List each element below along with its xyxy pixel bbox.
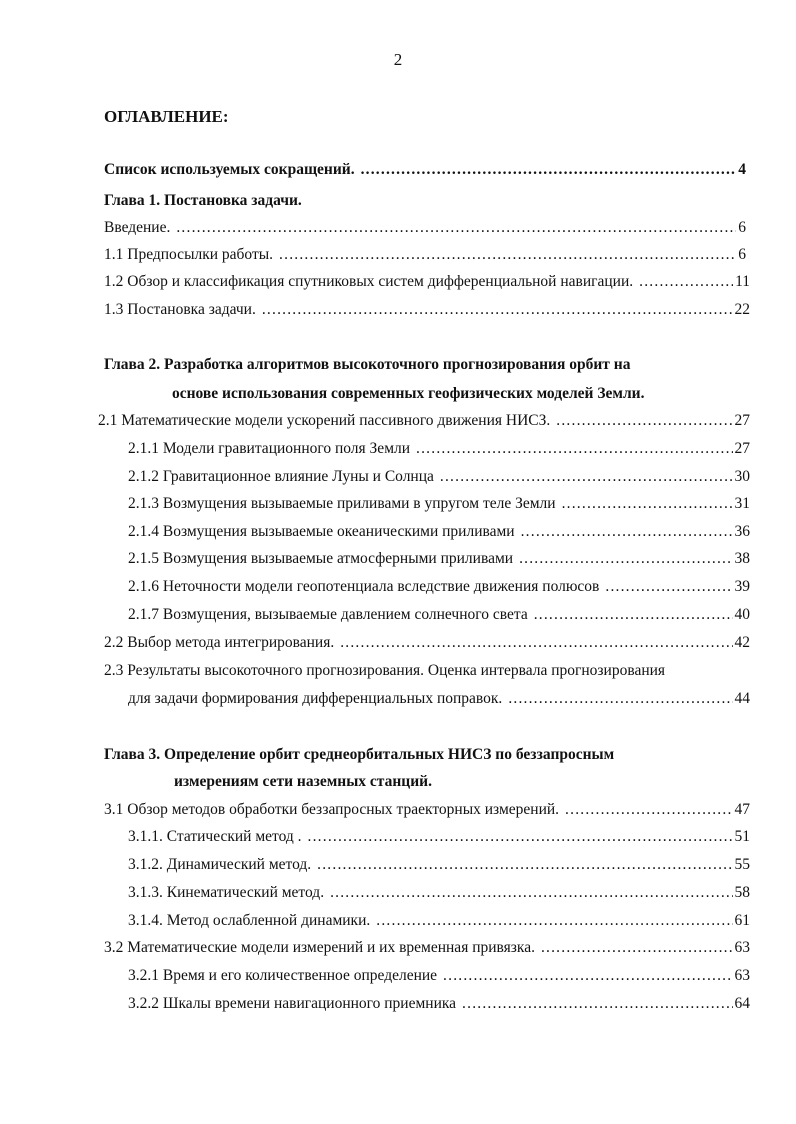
toc-entry-page: 40 bbox=[734, 606, 750, 623]
toc-entry[interactable] bbox=[104, 273, 750, 295]
toc-entry-label: 2.1.6 Неточности модели геопотенциала вследствие движения полюсов bbox=[128, 578, 600, 595]
toc-entry-label: Список используемых сокращений. bbox=[104, 161, 355, 178]
toc-entry[interactable] bbox=[104, 939, 750, 961]
toc-entry-label: 2.1.7 Возмущения, вызываемые давлением солнечного света bbox=[128, 606, 528, 623]
toc-entry-page: 36 bbox=[734, 523, 750, 540]
toc-entry-label: 2.1 Математические модели ускорений пассивного движения НИСЗ. bbox=[98, 412, 551, 429]
page-number: 2 bbox=[393, 50, 403, 69]
leader-dots bbox=[565, 801, 732, 819]
toc-entry-label: 3.2.1 Время и его количественное определение bbox=[128, 967, 438, 984]
toc-entry[interactable] bbox=[104, 219, 746, 241]
toc-entry[interactable] bbox=[104, 301, 750, 323]
toc-entry[interactable] bbox=[104, 634, 750, 656]
leader-dots bbox=[376, 912, 732, 930]
leader-dots bbox=[340, 634, 732, 652]
toc-entry[interactable] bbox=[128, 690, 750, 712]
toc-entry-page: 42 bbox=[734, 634, 750, 651]
toc-entry-label: 2.1.2 Гравитационное влияние Луны и Солнца bbox=[128, 468, 434, 485]
leader-dots bbox=[440, 468, 733, 486]
toc-entry-page: 44 bbox=[734, 690, 750, 707]
leader-dots bbox=[508, 690, 732, 708]
toc-entry-abbreviations[interactable] bbox=[104, 161, 746, 183]
toc-entry-page: 27 bbox=[734, 412, 750, 429]
toc-entry-page: 58 bbox=[734, 884, 750, 901]
chapter-1-title: Глава 1. Постановка задачи. bbox=[104, 192, 302, 209]
toc-entry-label: 3.1.3. Кинематический метод. bbox=[128, 884, 325, 901]
toc-entry[interactable] bbox=[128, 606, 750, 628]
toc-entry-page: 63 bbox=[734, 967, 750, 984]
leader-dots bbox=[521, 523, 733, 541]
toc-entry-page: 61 bbox=[734, 912, 750, 929]
leader-dots bbox=[262, 301, 733, 319]
toc-entry[interactable] bbox=[128, 828, 750, 850]
leader-dots bbox=[176, 219, 736, 237]
toc-entry[interactable] bbox=[128, 884, 750, 906]
toc-entry[interactable] bbox=[128, 550, 750, 572]
leader-dots bbox=[541, 939, 733, 957]
toc-entry[interactable] bbox=[128, 523, 750, 545]
toc-entry-label: 1.1 Предпосылки работы. bbox=[104, 246, 274, 263]
leader-dots bbox=[462, 995, 732, 1013]
toc-entry-label: 3.2 Математические модели измерений и их временная привязка. bbox=[104, 939, 535, 956]
toc-entry[interactable] bbox=[128, 578, 750, 600]
leader-dots bbox=[605, 578, 732, 596]
toc-entry[interactable] bbox=[128, 468, 750, 490]
toc-entry-page: 55 bbox=[734, 856, 750, 873]
toc-entry-page: 6 bbox=[738, 219, 746, 236]
chapter-3-title-line2: измерениям сети наземных станций. bbox=[174, 773, 432, 790]
toc-entry-page: 64 bbox=[734, 995, 750, 1012]
toc-entry-label: 3.2.2 Шкалы времени навигационного приемника bbox=[128, 995, 457, 1012]
toc-entry-page: 31 bbox=[734, 495, 750, 512]
leader-dots bbox=[443, 967, 732, 985]
toc-entry-label: Введение. bbox=[104, 219, 171, 236]
toc-entry[interactable] bbox=[104, 801, 750, 823]
leader-dots bbox=[317, 856, 732, 874]
toc-entry-label: 2.1.5 Возмущения вызываемые атмосферными приливами bbox=[128, 550, 514, 567]
leader-dots bbox=[519, 550, 732, 568]
toc-entry-page: 27 bbox=[734, 440, 750, 457]
leader-dots bbox=[534, 606, 733, 624]
leader-dots bbox=[308, 828, 733, 846]
toc-entry[interactable] bbox=[128, 967, 750, 989]
toc-entry-label: 1.3 Постановка задачи. bbox=[104, 301, 256, 318]
toc-entry-page: 22 bbox=[734, 301, 750, 318]
toc-entry-page: 30 bbox=[734, 468, 750, 485]
toc-entry-page: 47 bbox=[734, 801, 750, 818]
toc-entry-page: 4 bbox=[738, 161, 746, 178]
toc-entry-label: 2.2 Выбор метода интегрирования. bbox=[104, 634, 335, 651]
leader-dots bbox=[639, 273, 733, 291]
toc-entry-2-3-line1[interactable]: 2.3 Результаты высокоточного прогнозирования. Оценка интервала прогнозирования bbox=[104, 662, 666, 679]
toc-entry-label: для задачи формирования дифференциальных поправок. bbox=[128, 690, 503, 707]
toc-entry-page: 38 bbox=[734, 550, 750, 567]
leader-dots bbox=[556, 412, 732, 430]
leader-dots bbox=[562, 495, 733, 513]
toc-entry-page: 11 bbox=[735, 273, 750, 290]
chapter-2-title-line1: Глава 2. Разработка алгоритмов высокоточного прогнозирования орбит на bbox=[104, 356, 631, 373]
toc-entry-label: 2.1.4 Возмущения вызываемые океаническими приливами bbox=[128, 523, 515, 540]
toc-entry[interactable] bbox=[128, 440, 750, 462]
chapter-2-title-line2: основе использования современных геофизических моделей Земли. bbox=[172, 385, 645, 402]
toc-entry-label: 3.1.4. Метод ослабленной динамики. bbox=[128, 912, 371, 929]
toc-entry-label: 3.1.1. Статический метод . bbox=[128, 828, 302, 845]
leader-dots bbox=[361, 161, 737, 179]
leader-dots bbox=[416, 440, 732, 458]
toc-entry[interactable] bbox=[128, 856, 750, 878]
toc-entry-label: 3.1.2. Динамический метод. bbox=[128, 856, 312, 873]
toc-entry-page: 51 bbox=[734, 828, 750, 845]
leader-dots bbox=[279, 246, 736, 264]
toc-entry[interactable] bbox=[104, 246, 746, 268]
toc-entry-label: 2.1.3 Возмущения вызываемые приливами в упругом теле Земли bbox=[128, 495, 556, 512]
toc-entry-page: 6 bbox=[738, 246, 746, 263]
toc-entry[interactable] bbox=[128, 912, 750, 934]
toc-entry-label: 2.1.1 Модели гравитационного поля Земли bbox=[128, 440, 411, 457]
toc-entry-label: 1.2 Обзор и классификация спутниковых систем дифференциальной навигации. bbox=[104, 273, 634, 290]
toc-entry-label: 3.1 Обзор методов обработки беззапросных траекторных измерений. bbox=[104, 801, 560, 818]
leader-dots bbox=[330, 884, 732, 902]
toc-entry[interactable] bbox=[128, 495, 750, 517]
toc-entry-page: 39 bbox=[734, 578, 750, 595]
toc-entry[interactable] bbox=[128, 995, 750, 1017]
toc-entry[interactable] bbox=[98, 412, 750, 434]
toc-title: ОГЛАВЛЕНИЕ: bbox=[104, 107, 229, 126]
chapter-3-title-line1: Глава 3. Определение орбит среднеорбитальных НИСЗ по беззапросным bbox=[104, 746, 615, 763]
toc-entry-page: 63 bbox=[734, 939, 750, 956]
